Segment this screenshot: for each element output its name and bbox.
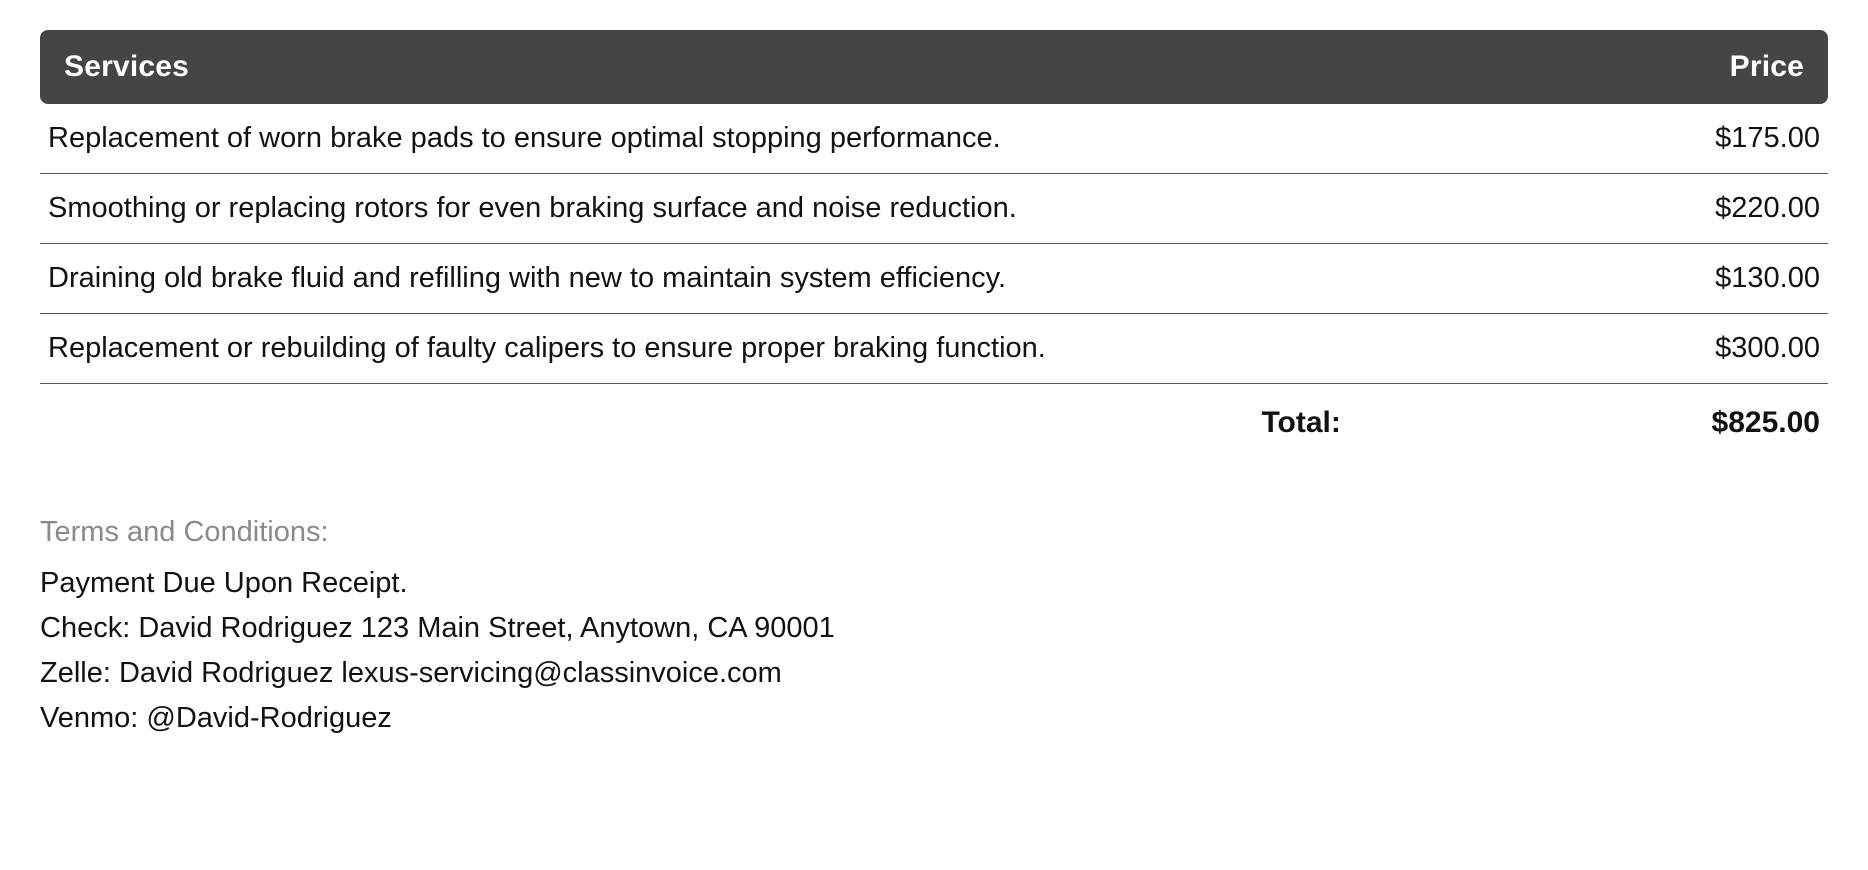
terms-line-payment: Payment Due Upon Receipt. [40,567,408,599]
table-header-row [40,30,1828,104]
service-price: $300.00 [1399,314,1828,384]
table-header [40,30,1828,104]
table-row [40,314,1828,384]
terms-line-zelle: Zelle: David Rodriguez lexus-servicing@classinvoice.com [40,656,782,689]
service-description: Replacement or rebuilding of faulty calipers to ensure proper braking function. [40,314,1399,384]
total-value: $825.00 [1711,406,1820,439]
service-description: Smoothing or replacing rotors for even braking surface and noise reduction. [40,174,1399,244]
column-header-price: Price [1399,30,1828,104]
service-description: Draining old brake fluid and refilling with new to maintain system efficiency. [40,244,1399,314]
service-description: Replacement of worn brake pads to ensure optimal stopping performance. [40,104,1399,174]
service-price: $175.00 [1399,104,1828,174]
service-price: $130.00 [1399,244,1828,314]
terms-line-check: Check: David Rodriguez 123 Main Street, Anytown, CA 90001 [40,611,835,644]
total-label: Total: [1261,406,1341,439]
table-body [40,104,1828,458]
terms-and-conditions-section [40,516,1828,741]
column-header-services: Services [40,30,1399,104]
total-row [40,384,1828,459]
table-row [40,104,1828,174]
services-table [40,30,1828,458]
terms-line-venmo: Venmo: @David-Rodriguez [40,701,392,734]
terms-title: Terms and Conditions: [40,516,329,548]
service-price: $220.00 [1399,174,1828,244]
table-row [40,244,1828,314]
table-row [40,174,1828,244]
